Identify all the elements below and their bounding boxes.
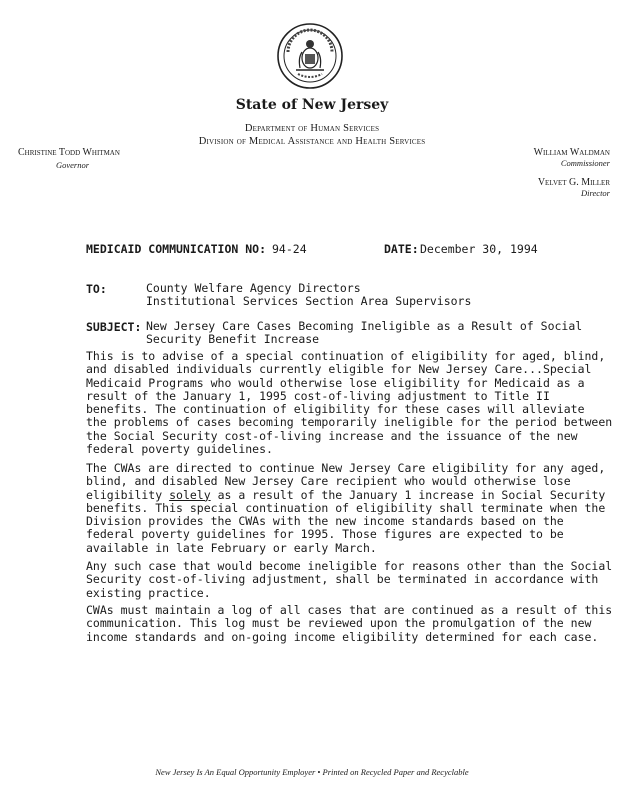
body-line: federal poverty guidelines. xyxy=(86,442,273,457)
body-line: the problems of cases becoming temporarily ineligible for the period between xyxy=(86,415,613,430)
body-line: income standards and on-going income eligibility determined for each case. xyxy=(86,629,599,644)
paragraph-4 xyxy=(86,604,612,644)
governor-block xyxy=(18,147,120,171)
subject-line: Security Benefit Increase xyxy=(146,332,320,346)
body-line: This is to advise of a special continuation of eligibility for aged, blind, xyxy=(86,349,606,363)
body-line: Security cost-of-living adjustment, shall be terminated in accordance with xyxy=(86,572,599,587)
state-seal xyxy=(276,22,344,90)
paragraph-2 xyxy=(86,462,605,555)
body-line: existing practice. xyxy=(86,585,211,600)
subject-label: SUBJECT: xyxy=(86,320,142,334)
body-line: Medicaid Programs who would otherwise lose eligibility for Medicaid as a xyxy=(86,375,585,390)
paragraph-1 xyxy=(86,350,612,456)
underlined-solely: solely xyxy=(169,487,211,502)
state-name: State of New Jersey xyxy=(235,97,389,113)
commissioner-name: William Waldman xyxy=(533,147,610,158)
body-line: CWAs must maintain a log of all cases that are continued as a result of this xyxy=(86,603,613,617)
director-name: Velvet G. Miller xyxy=(537,177,610,188)
body-line: the Social Security cost-of-living increase and the issuance of the new xyxy=(86,428,578,443)
body-text: as a result of the January 1 increase in Social Security xyxy=(210,487,606,502)
footer-note: New Jersey Is An Equal Opportunity Employer • Printed on Recycled Paper and Recyclable xyxy=(155,767,469,777)
to-line: Institutional Services Section Area Supervisors xyxy=(146,294,472,308)
director-block xyxy=(500,177,610,199)
body-line: Any such case that would become ineligible for reasons other than the Social xyxy=(86,559,613,573)
body-line xyxy=(86,489,605,502)
body-text: eligibility xyxy=(86,487,170,502)
great-seal-of-new-jersey-icon xyxy=(276,22,344,90)
body-line: federal poverty guidelines for 1995. Those figures are expected to be xyxy=(86,527,564,542)
governor-title: Governor xyxy=(56,160,90,170)
to-label: TO: xyxy=(86,282,107,296)
memo-number-label: MEDICAID COMMUNICATION NO: xyxy=(86,242,267,256)
body-line: communication. This log must be reviewed upon the promulgation of the new xyxy=(86,616,592,631)
body-line: result of the January 1, 1995 cost-of-living adjustment to Title II xyxy=(86,388,550,403)
department-block xyxy=(0,122,624,148)
division-name: Division of Medical Assistance and Health Services xyxy=(198,136,426,147)
body-line: benefits. The continuation of eligibility for these cases will alleviate xyxy=(86,402,585,417)
governor-name: Christine Todd Whitman xyxy=(18,147,120,158)
to-line: County Welfare Agency Directors xyxy=(146,281,361,295)
memo-date-label: DATE: xyxy=(384,242,419,256)
body-line: blind, and disabled New Jersey Care recipient who would otherwise lose xyxy=(86,474,571,489)
memo-number: 94-24 xyxy=(272,242,307,256)
commissioner-block xyxy=(500,147,610,169)
to-recipients xyxy=(146,282,471,308)
subject-line: New Jersey Care Cases Becoming Ineligible as a Result of Social xyxy=(146,319,583,333)
body-line: available in late February or early March. xyxy=(86,540,377,555)
paragraph-3 xyxy=(86,560,612,600)
commissioner-title: Commissioner xyxy=(560,158,610,168)
body-line: benefits. This special continuation of eligibility shall terminate when the xyxy=(86,500,606,515)
memo-date: December 30, 1994 xyxy=(420,242,538,256)
director-title: Director xyxy=(581,188,610,198)
body-line: and disabled individuals currently eligible for New Jersey Care...Special xyxy=(86,362,592,377)
body-line: Division provides the CWAs with the new income standards based on the xyxy=(86,514,564,529)
department-name: Department of Human Services xyxy=(244,123,380,134)
subject-text xyxy=(146,320,582,346)
body-line: The CWAs are directed to continue New Jersey Care eligibility for any aged, xyxy=(86,461,606,475)
